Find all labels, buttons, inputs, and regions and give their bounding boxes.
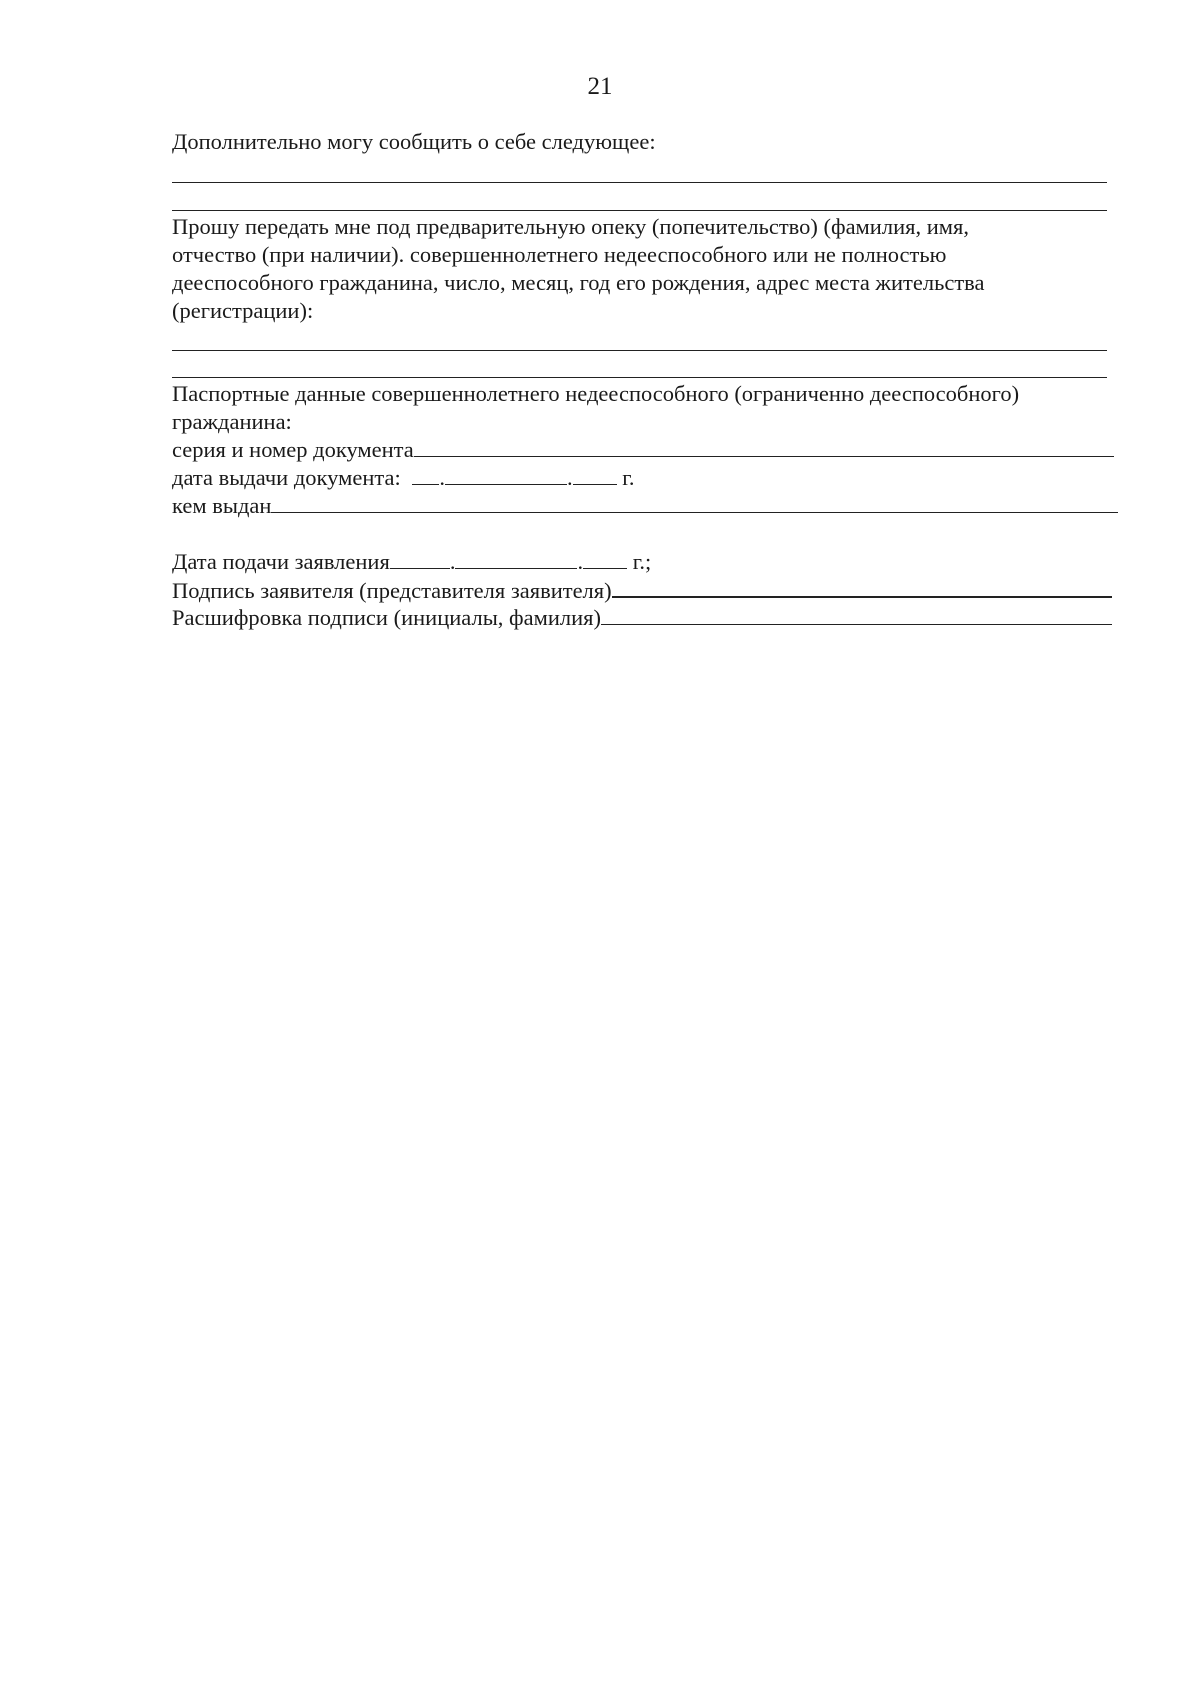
signature-field[interactable] xyxy=(612,576,1112,598)
application-date-row xyxy=(172,548,651,576)
passport-heading-line-1: Паспортные данные совершеннолетнего недееспособного (ограниченно дееспособного) xyxy=(172,381,1020,406)
signature-label: Подпись заявителя (представителя заявителя) xyxy=(172,578,612,603)
passport-issue-date-row xyxy=(172,464,635,492)
signature-transcript-label: Расшифровка подписи (инициалы, фамилия) xyxy=(172,605,602,630)
application-date-separator: . xyxy=(449,549,456,574)
passport-issue-date-separator: . xyxy=(439,465,445,490)
signature-row xyxy=(172,576,1112,605)
passport-issue-day-field[interactable] xyxy=(412,464,439,485)
additional-info-label: Дополнительно могу сообщить о себе следующее: xyxy=(172,129,656,154)
passport-issue-year-field[interactable] xyxy=(573,464,617,485)
passport-issue-date-label: дата выдачи документа: xyxy=(172,465,401,490)
passport-series-row xyxy=(172,436,1114,464)
passport-series-field[interactable] xyxy=(414,436,1114,457)
application-day-field[interactable] xyxy=(390,548,450,569)
passport-issue-year-suffix: г. xyxy=(622,465,635,490)
passport-issue-month-field[interactable] xyxy=(445,464,567,485)
passport-issued-by-field[interactable] xyxy=(271,492,1118,513)
passport-issued-by-label: кем выдан xyxy=(172,493,272,518)
request-line-2: отчество (при наличии). совершеннолетнего недееспособного или не полностью xyxy=(172,242,947,267)
additional-info-blank-line-2[interactable] xyxy=(172,210,1107,211)
application-year-field[interactable] xyxy=(583,548,627,569)
request-line-1: Прошу передать мне под предварительную опеку (попечительство) (фамилия, имя, xyxy=(172,214,969,239)
application-month-field[interactable] xyxy=(455,548,577,569)
additional-info-blank-line-1[interactable] xyxy=(172,182,1107,183)
passport-issued-by-row xyxy=(172,492,1118,520)
application-date-separator: . xyxy=(577,549,584,574)
request-line-4: (регистрации): xyxy=(172,298,314,323)
signature-transcript-field[interactable] xyxy=(601,604,1112,625)
request-blank-line-1[interactable] xyxy=(172,350,1107,351)
page-number: 21 xyxy=(587,73,613,100)
request-blank-line-2[interactable] xyxy=(172,377,1107,378)
application-year-suffix: г.; xyxy=(632,549,652,574)
application-date-label: Дата подачи заявления xyxy=(172,549,390,574)
request-line-3: дееспособного гражданина, число, месяц, год его рождения, адрес места жительства xyxy=(172,270,985,295)
signature-transcript-row xyxy=(172,604,1112,632)
passport-heading-line-2: гражданина: xyxy=(172,409,292,434)
passport-issue-date-separator: . xyxy=(566,465,573,490)
passport-series-label: серия и номер документа xyxy=(172,437,414,462)
